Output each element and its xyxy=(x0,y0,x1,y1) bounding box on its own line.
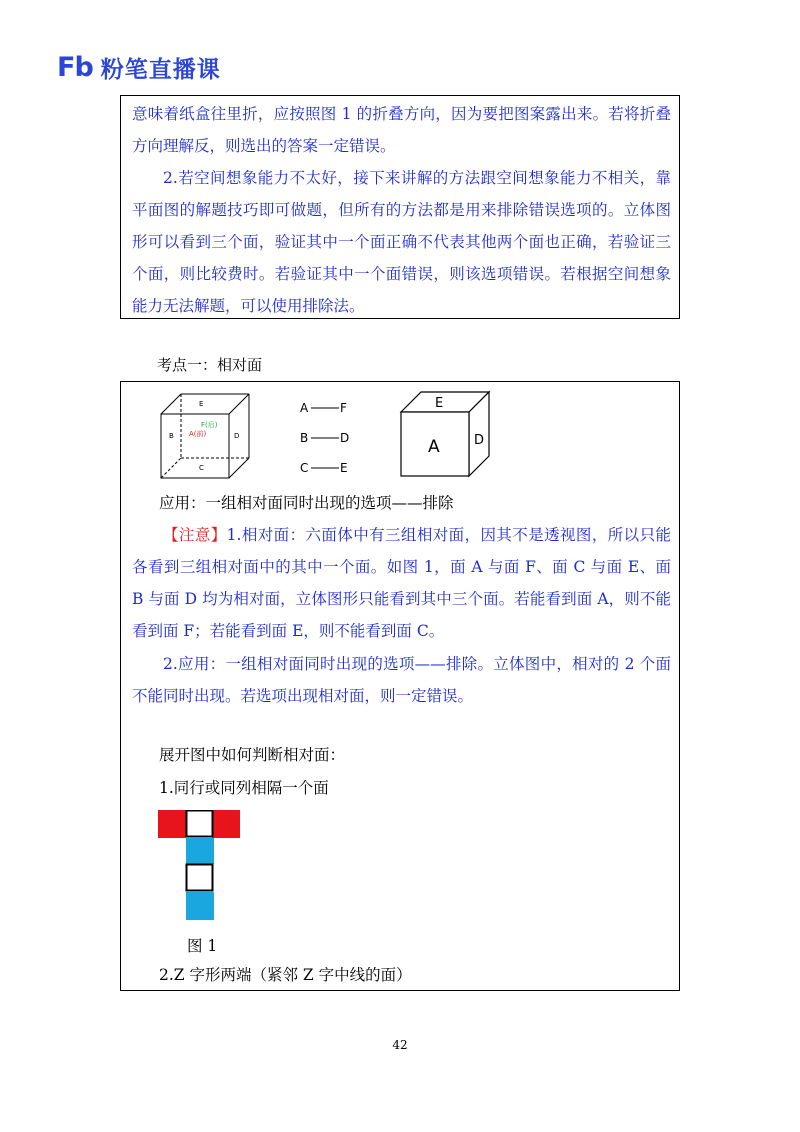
explanation-box xyxy=(120,95,680,319)
cube1-label-back: F(后) xyxy=(201,421,218,429)
cube1-label-right: D xyxy=(234,432,240,440)
pair-3-right: E xyxy=(340,461,348,475)
opposite-pairs-figure xyxy=(297,396,357,476)
box1-paragraph-2: 2.若空间想象能力不太好，接下来讲解的方法跟空间想象能力不相关，靠平面图的解题技巧即可做题，但所有的方法都是用来排除错误选项的。立体图形可以看到三个面，验证其中一个面正确不代表其他两个面也正确，若验证三个面，则比较费时。若验证其中一个面错误，则该选项错误。若根据空间想象能力无法解题，可以使用排除法。 xyxy=(132,169,671,315)
note-text: 1.相对面：六面体中有三组相对面，因其不是透视图，所以只能各看到三组相对面中的其中一个面。如图 1，面 A 与面 F、面 C 与面 E、面 B 与面 D 均为相对面，立体图形只能看到其中三个面。若能看到面 A，则不能看到面 F；若能看到面 E，则不能看到面 C。 xyxy=(132,526,671,640)
logo-text: 粉笔直播课 xyxy=(100,56,221,83)
rule-2: 2.Z 字形两端（紧邻 Z 字中线的面） xyxy=(159,966,412,984)
cube1-label-left: B xyxy=(169,432,174,440)
expand-title: 展开图中如何判断相对面： xyxy=(159,746,346,764)
opposite-faces-box xyxy=(120,381,680,991)
cube1-label-bottom: C xyxy=(199,464,204,472)
application-paragraph: 2.应用：一组相对面同时出现的选项——排除。立体图中，相对的 2 个面不能同时出现。若选项出现相对面，则一定错误。 xyxy=(132,655,671,705)
pair-1-left: A xyxy=(300,401,309,415)
page-number: 42 xyxy=(392,1038,408,1052)
pair-3-left: C xyxy=(300,461,309,475)
pair-2-right: D xyxy=(340,431,350,445)
box1-paragraph-1: 意味着纸盒往里折，应按照图 1 的折叠方向，因为要把图案露出来。若将折叠方向理解反，则选出的答案一定错误。 xyxy=(132,105,671,155)
pair-2-left: B xyxy=(300,431,309,445)
logo-mark: Fb xyxy=(57,51,93,83)
note-label: 【注意】 xyxy=(163,526,227,544)
solid-cube-figure xyxy=(397,388,493,480)
brand-logo xyxy=(57,50,221,84)
t-net-figure xyxy=(158,810,242,922)
pair-1-right: F xyxy=(340,401,347,415)
cube1-label-front: A(前) xyxy=(189,430,207,438)
cube2-label-top: E xyxy=(435,396,444,411)
application-line: 应用：一组相对面同时出现的选项——排除 xyxy=(159,494,454,512)
wireframe-cube-figure xyxy=(157,390,253,482)
section-title: 考点一：相对面 xyxy=(157,356,263,374)
figure-caption: 图 1 xyxy=(187,937,218,955)
note-paragraph xyxy=(132,519,671,647)
cube2-label-front: A xyxy=(428,437,440,457)
rule-1: 1.同行或同列相隔一个面 xyxy=(159,779,329,797)
cube2-label-right: D xyxy=(474,433,485,448)
cube1-label-top: E xyxy=(199,400,204,408)
